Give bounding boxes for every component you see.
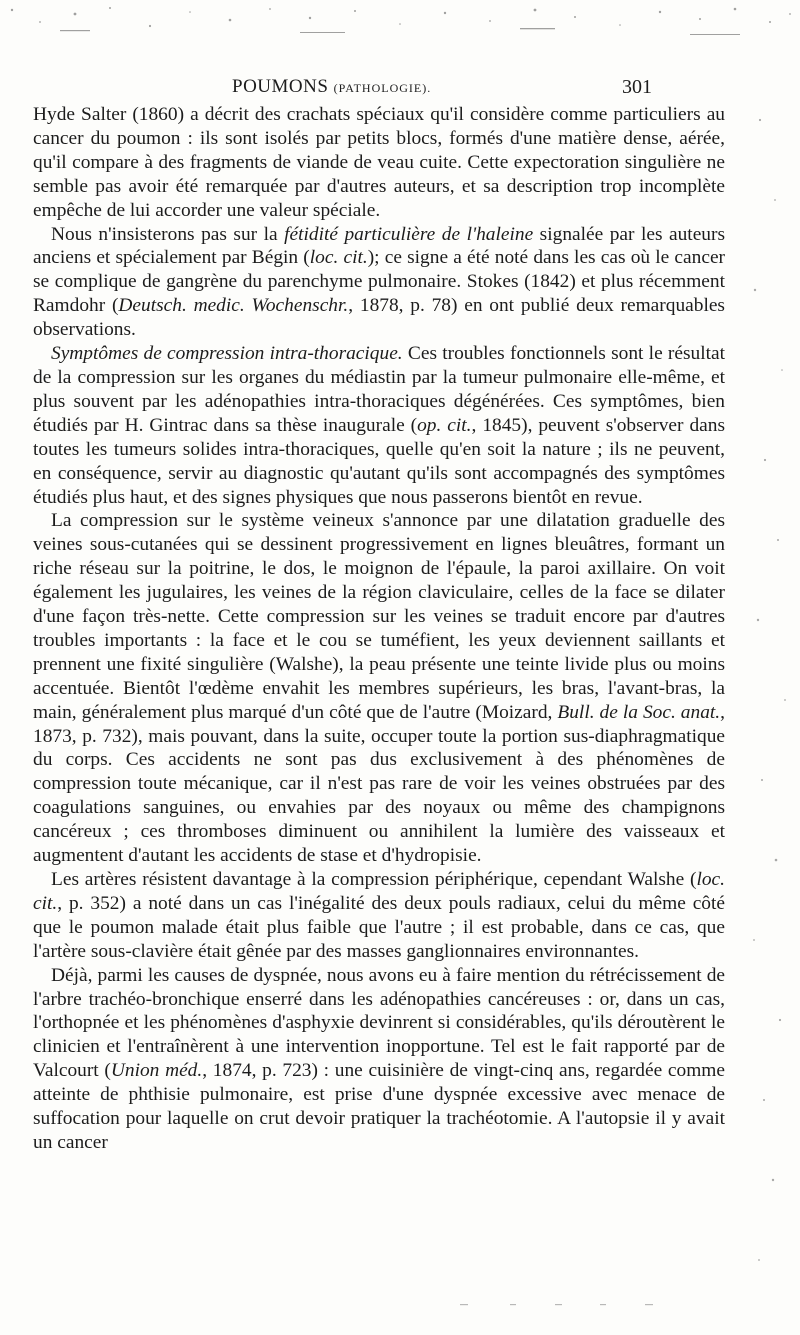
running-title bbox=[232, 76, 431, 98]
italic-run: loc. cit. bbox=[33, 869, 725, 914]
running-title-subtitle: (PATHOLOGIE). bbox=[333, 81, 432, 95]
text-run: La compression sur le système veineux s'annonce par une dilatation graduelle des veines sous-cutanées qui se dessinent progressivement en lignes bleuâtres, formant un riche réseau sur la poitrine, le dos, le moignon de l'épaule, la paroi axillaire. On voit également les jugulaires, les veines de la région claviculaire, celles de la face se dilater d'une façon très-nette. Cette compression sur les veines se traduit encore par d'autres troubles importants : la face et le cou se tuméfient, les yeux deviennent saillants et prennent une fixité singulière (Walshe), la peau présente une teinte livide plus ou moins accentuée. Bientôt l'œdème envahit les membres supérieurs, les bras, l'avant-bras, la main, généralement plus marqué d'un côté que de l'autre (Moizard, bbox=[33, 510, 725, 723]
scan-noise-top bbox=[0, 0, 800, 50]
running-header bbox=[0, 76, 800, 100]
italic-run: Deutsch. medic. Wochenschr. bbox=[118, 295, 349, 317]
paragraph bbox=[33, 223, 725, 343]
text-run: Hyde Salter (1860) a décrit des crachats spéciaux qu'il considère comme particuliers au cancer du poumon : ils sont isolés par petits blocs, formés d'une matière dense, aérée, qu'il compare à des fragments de viande de veau cuite. Cette expectoration singulière ne semble pas avoir été remarquée par d'autres auteurs, et sa description trop incomplète empêche de lui accorder une valeur spéciale. bbox=[33, 104, 725, 221]
text-run: Les artères résistent davantage à la compression périphérique, cependant Walshe ( bbox=[51, 869, 697, 890]
running-title-main: POUMONS bbox=[232, 76, 329, 97]
text-run: Déjà, parmi les causes de dyspnée, nous avons eu à faire mention du rétrécissement de l'arbre trachéo-bronchique enserré dans les adénopathies cancéreuses : or, dans un cas, l'orthopnée et les phénomènes d'asphyxie devinrent si considérables, qu'ils déroutèrent le clinicien et l'entraînèrent à une intervention inopportune. Tel est le fait rapporté par de Valcourt ( bbox=[33, 964, 725, 1082]
scan-noise-bottom bbox=[40, 1302, 700, 1308]
paragraph bbox=[33, 103, 725, 223]
text-run: , 1878, p. 78) en ont publié deux remarquables observations. bbox=[33, 295, 725, 341]
text-run: , p. 352) a noté dans un cas l'inégalité des deux pouls radiaux, celui du même côté que le poumon malade était plus faible que l'autre ; il est probable, dans ce cas, que l'artère sous-clavière était gênée par des masses ganglionnaires environnantes. bbox=[33, 892, 725, 962]
text-run: signalée par les auteurs anciens et spécialement par Bégin ( bbox=[33, 223, 726, 269]
text-run: Ces troubles fonctionnels sont le résultat de la compression sur les organes du médiastin par la tumeur pulmonaire elle-même, et plus souvent par les adénopathies intra-thoraciques dégénérées. Ces symptômes, bien étudiés par H. Gintrac dans sa thèse inaugurale ( bbox=[33, 343, 726, 436]
italic-run: Symptômes de compression intra-thoracique. bbox=[51, 343, 403, 365]
italic-run: loc. cit. bbox=[309, 247, 368, 269]
body-text bbox=[33, 103, 725, 1155]
text-run: , 1874, p. 723) : une cuisinière de vingt-cinq ans, regardée comme atteinte de phthisie pulmonaire, est prise d'une dyspnée excessive avec menace de suffocation pour laquelle on crut devoir pratiquer la trachéotomie. A l'autopsie il y avait un cancer bbox=[33, 1060, 725, 1153]
scan-noise-right bbox=[740, 60, 800, 1320]
text-run: , 1845), peuvent s'observer dans toutes les tumeurs solides intra-thoraciques, quelle qu'en soit la nature ; ils ne peuvent, en conséquence, servir au diagnostic qu'autant qu'ils sont accompagnés des symptômes étudiés plus haut, et des signes physiques que nous passerons bientôt en revue. bbox=[33, 414, 725, 508]
italic-run: fétidité particulière de l'haleine bbox=[284, 223, 534, 245]
text-run: Nous n'insisterons pas sur la bbox=[51, 223, 285, 245]
text-run: ); ce signe a été noté dans les cas où le cancer se complique de gangrène du parenchyme pulmonaire. Stokes (1842) et plus récemment Ramdohr ( bbox=[33, 247, 726, 317]
paragraph bbox=[33, 509, 725, 868]
paragraph bbox=[33, 964, 725, 1155]
paragraph bbox=[33, 342, 725, 509]
italic-run: Bull. de la Soc. anat. bbox=[557, 701, 721, 723]
italic-run: op. cit. bbox=[417, 414, 472, 436]
paragraph bbox=[33, 868, 725, 964]
text-run: , 1873, p. 732), mais pouvant, dans la suite, occuper toute la portion sus-diaphragmatique du corps. Ces accidents ne sont pas dus exclusivement à des phénomènes de compression toute mécanique, car il n'est pas rare de voir les veines obstruées par des coagulations sanguines, ou envahies par des noyaux ou même des champignons cancéreux ; ces thromboses diminuent ou annihilent la lumière des vaisseaux et augmentent d'autant les accidents de stase et d'hydropisie. bbox=[33, 701, 725, 867]
italic-run: Union méd. bbox=[110, 1060, 203, 1082]
page-number: 301 bbox=[622, 76, 652, 98]
